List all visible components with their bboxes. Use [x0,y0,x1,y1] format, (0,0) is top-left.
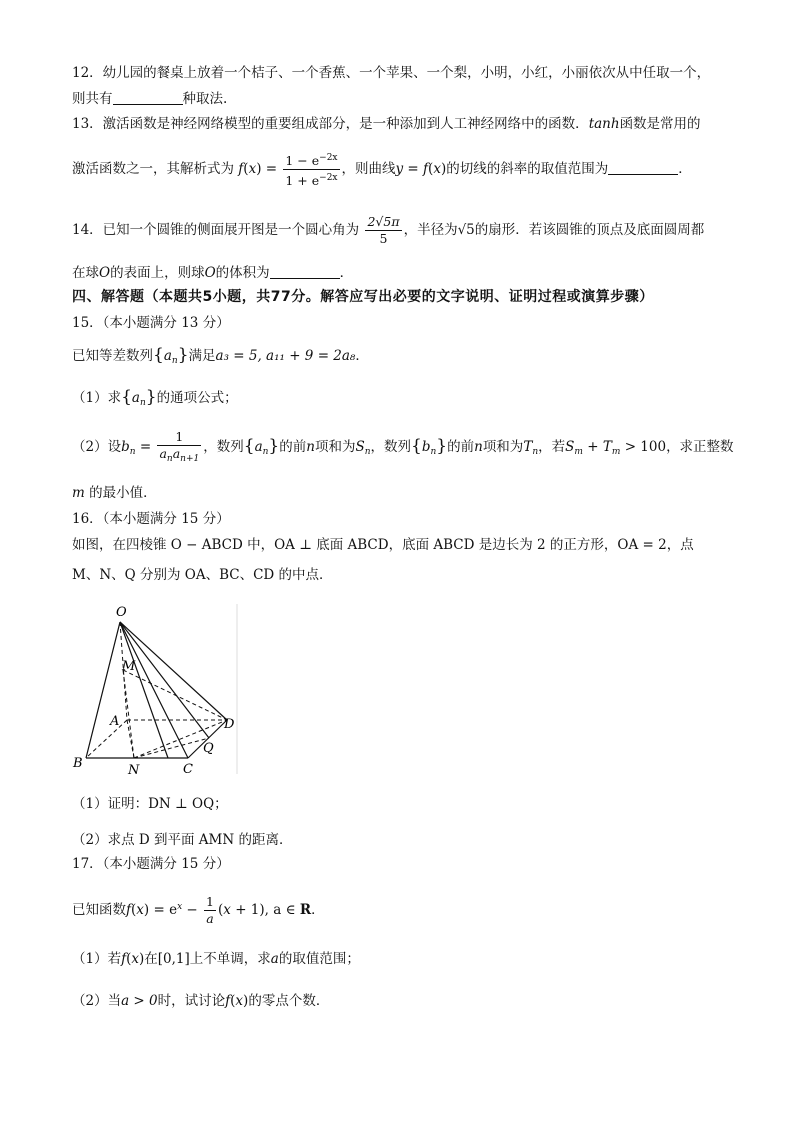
label-Q: Q [203,741,214,756]
answer-blank [270,264,340,279]
label-N: N [128,763,140,778]
q12-line2: 则共有 种取法. [72,91,228,107]
q15-part2-cont: m 的最小值． [72,485,157,501]
label-D: D [224,717,235,732]
coef-fraction: $\frac{1}{a}$ [206,894,214,926]
q14-line2: 在球O的表面上，则球O的体积为 ． [72,265,354,281]
q15-stem: 已知等差数列$\{a_n\}$满足a₃ = 5, a₁₁ + 9 = 2a₈． [72,345,369,366]
pyramid-figure [70,600,245,778]
q16-line1: 如图，在四棱锥 O − ABCD 中，OA ⊥ 底面 ABCD，底面 ABCD 是边长为 2 的正方形，OA = 2，点 [72,537,694,553]
solid-edges [86,622,227,758]
q15-part2: （2）设$b_n$ = $\frac{1}{a_na_{n+1}}$ ，数列$\{a_n\}$的前n项和为$S_n$，数列$\{b_n\}$的前n项和为$T_n$，若$S_m + T_m > 100$，求正整数 [72,425,734,467]
answer-blank [113,90,183,105]
label-M: M [122,659,136,674]
label-O: O [116,605,127,620]
q16-line2: M、N、Q 分别为 OA、BC、CD 的中点． [72,567,333,583]
q17-stem: 已知函数$f(x) = e^x$ − $\frac{1}{a}$ (x + 1), a ∈ R． [72,894,325,926]
q17-part1: （1）若f(x)在[0,1]上不单调，求a的取值范围； [72,951,360,967]
q15-header: 15．（本小题满分 13 分） [72,315,230,331]
q15-part1: （1）求$\{a_n\}$的通项公式； [72,387,238,408]
angle-fraction: $\frac{2√5\pi}{5}$ [367,214,400,246]
q14-line1: 14．已知一个圆锥的侧面展开图是一个圆心角为 $\frac{2√5\pi}{5}$ ，半径为√5的扇形．若该圆锥的顶点及底面圆周都 [72,214,705,246]
label-C: C [183,762,193,777]
q17-part2: （2）当a > 0时，试讨论f(x)的零点个数． [72,993,330,1009]
q16-header: 16．（本小题满分 15 分） [72,511,230,527]
section-heading: 四、解答题（本题共5小题，共77分。解答应写出必要的文字说明、证明过程或演算步骤） [72,289,654,305]
tanh-fraction: $\frac{1 - e^{-2x}}{1 + e^{-2x}}$ [283,150,339,189]
q16-part1: （1）证明：DN ⊥ OQ； [72,796,228,812]
bn-fraction: $\frac{1}{a_na_{n+1}}$ [159,428,200,464]
label-A: A [110,714,120,729]
q16-part2: （2）求点 D 到平面 AMN 的距离． [72,832,293,848]
q12-line1: 12．幼儿园的餐桌上放着一个桔子、一个香蕉、一个苹果、一个梨，小明，小红，小丽依次从中任取一个， [72,65,711,81]
answer-blank [608,160,678,175]
label-B: B [73,756,83,771]
q13-line2: 激活函数之一，其解析式为 f(x) = $\frac{1 - e^{-2x}}{1 + e^{-2x}}$ ，则曲线y = f(x)的切线的斜率的取值范围为 ． [72,150,734,188]
hidden-edges [86,622,227,758]
q13-line1: 13．激活函数是神经网络模型的重要组成部分，是一种添加到人工神经网络中的函数．tanh函数是常用的 [72,116,701,132]
q17-header: 17．（本小题满分 15 分） [72,856,230,872]
